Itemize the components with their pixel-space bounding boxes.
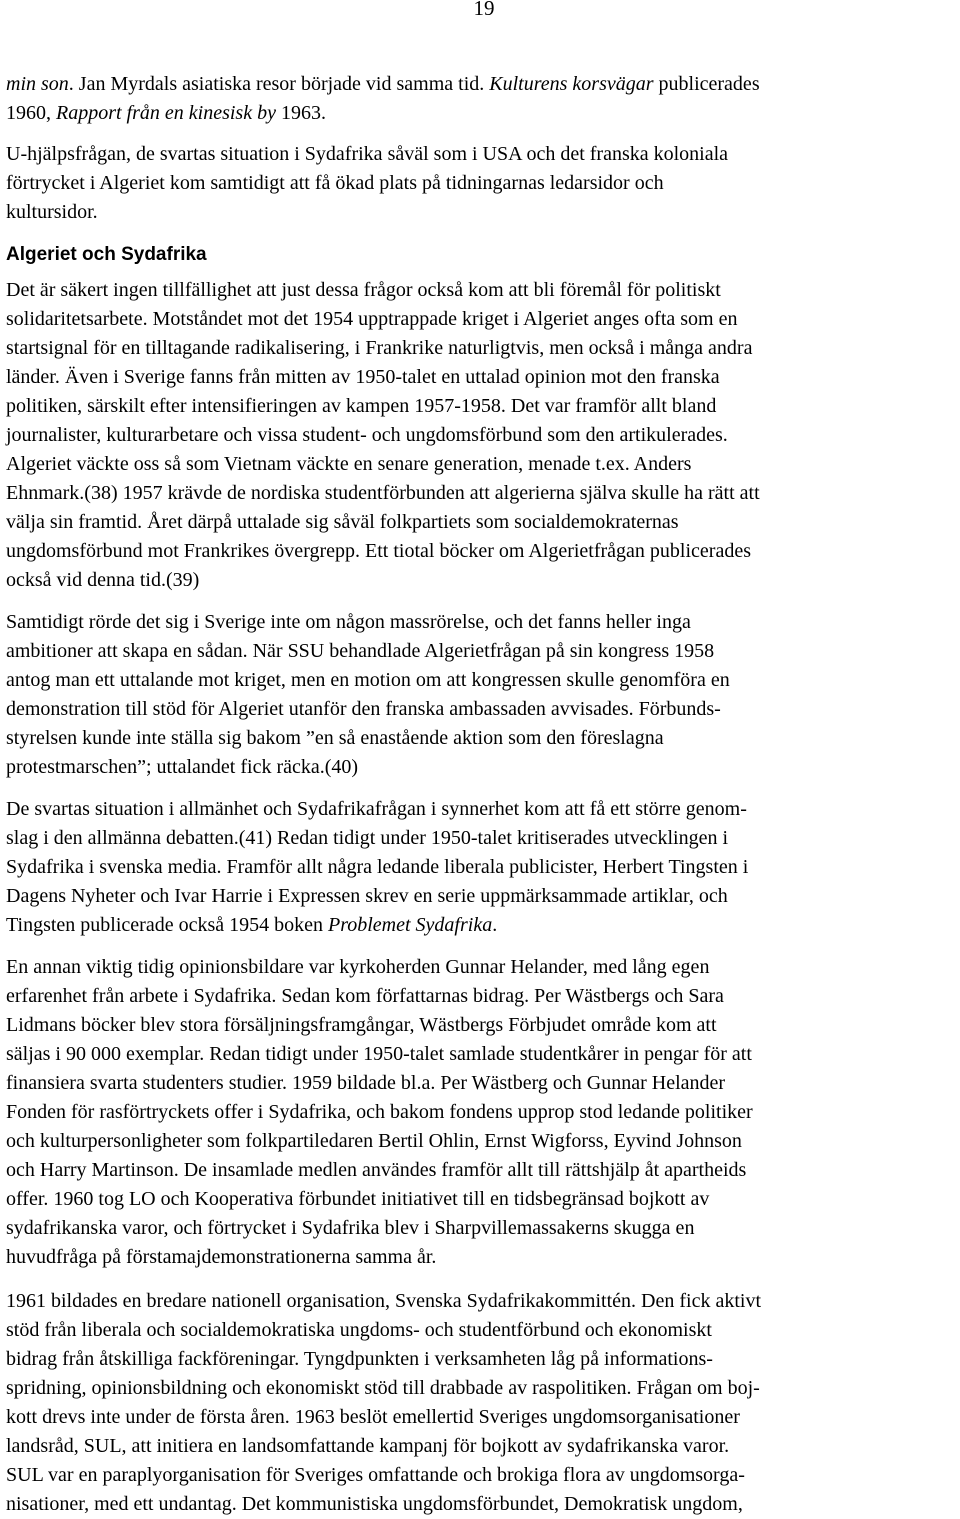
text-line: Algeriet väckte oss så som Vietnam väckte en senare generation, menade t.ex. Anders [6, 453, 692, 475]
text-line: solidaritetsarbete. Motståndet mot det 1954 upptrappade kriget i Algeriet anges ofta som en [6, 308, 738, 330]
italic-title: Kulturens korsvägar [489, 73, 654, 95]
text-line: Samtidigt rörde det sig i Sverige inte om någon massrörelse, och det fanns heller inga [6, 611, 691, 633]
text-line: sydafrikanska varor, och förtrycket i Sydafrika blev i Sharpvillemassakerns skugga en [6, 1217, 695, 1239]
text-line: kott drevs inte under de första åren. 1963 beslöt emellertid Sveriges ungdomsorganisationer [6, 1406, 740, 1428]
text-line: styrelsen kunde inte ställa sig bakom ”en så enastående aktion som den föreslagna [6, 727, 664, 749]
text-line: 1961 bildades en bredare nationell organisation, Svenska Sydafrikakommittén. Den fick aktivt [6, 1290, 761, 1312]
text-line: också vid denna tid.(39) [6, 569, 200, 591]
text-line: Det är säkert ingen tillfällighet att just dessa frågor också kom att bli föremål för politiskt [6, 279, 721, 301]
text-line: Dagens Nyheter och Ivar Harrie i Expressen skrev en serie uppmärksammade artiklar, och [6, 885, 728, 907]
text-line: U-hjälpsfrågan, de svartas situation i Sydafrika såväl som i USA och det franska koloniala [6, 143, 729, 165]
text-line: länder. Även i Sverige fanns från mitten av 1950-talet en uttalad opinion mot den franska [6, 366, 720, 388]
text-line: En annan viktig tidig opinionsbildare var kyrkoherden Gunnar Helander, med lång egen [6, 956, 710, 978]
text-line: Sydafrika i svenska media. Framför allt några ledande liberala publicister, Herbert Tingsten i [6, 856, 749, 878]
text-line: och Harry Martinson. De insamlade medlen användes framför allt till rättshjälp åt apartheids [6, 1159, 747, 1181]
italic-title: Rapport från en kinesisk by [56, 102, 276, 124]
text-line: offer. 1960 tog LO och Kooperativa förbundet initiativet till en tidsbegränsad bojkott av [6, 1188, 710, 1210]
text-line: säljas i 90 000 exemplar. Redan tidigt under 1950-talet samlade studentkårer in pengar för att [6, 1043, 752, 1065]
text-line: kultursidor. [6, 201, 98, 223]
text-line: startsignal för en tilltagande radikalisering, i Frankrike naturligtvis, men också i många andra [6, 337, 753, 359]
text-line: ungdomsförbund mot Frankrikes övergrepp. Ett tiotal böcker om Algerietfrågan publicerades [6, 540, 751, 562]
text-line: De svartas situation i allmänhet och Sydafrikafrågan i synnerhet kom att få ett större genom- [6, 798, 747, 820]
text-line: huvudfråga på förstamajdemonstrationerna samma år. [6, 1246, 437, 1268]
text-line: Tingsten publicerade också 1954 boken Problemet Sydafrika. [6, 914, 498, 936]
text-line: erfarenhet från arbete i Sydafrika. Sedan kom författarnas bidrag. Per Wästbergs och Sara [6, 985, 724, 1007]
text-line: slag i den allmänna debatten.(41) Redan tidigt under 1950-talet kritiserades utvecklingen i [6, 827, 729, 849]
text-line: 1960, Rapport från en kinesisk by 1963. [6, 102, 326, 124]
text-line: min son. Jan Myrdals asiatiska resor började vid samma tid. Kulturens korsvägar publicerades [6, 73, 760, 95]
text-line: antog man ett uttalande mot kriget, men en motion om att kongressen skulle genomföra en [6, 669, 730, 691]
text-line: Ehnmark.(38) 1957 krävde de nordiska studentförbunden att algerierna själva skulle ha rätt att [6, 482, 760, 504]
text-line: Fonden för rasförtryckets offer i Sydafrika, och bakom fondens upprop stod ledande politiker [6, 1101, 753, 1123]
text-line: demonstration till stöd för Algeriet utanför den franska ambassaden avvisades. Förbunds- [6, 698, 721, 720]
text-line: stöd från liberala och socialdemokratiska ungdoms- och studentförbund och ekonomiskt [6, 1319, 712, 1341]
text-line: förtrycket i Algeriet kom samtidigt att få ökad plats på tidningarnas ledarsidor och [6, 172, 664, 194]
text-line: protestmarschen”; uttalandet fick räcka.(40) [6, 756, 359, 778]
text-line: och kulturpersonligheter som folkpartiledaren Bertil Ohlin, Ernst Wigforss, Eyvind Johnson [6, 1130, 742, 1152]
text-line: nisationer, med ett undantag. Det kommunistiska ungdomsförbundet, Demokratisk ungdom, [6, 1493, 743, 1515]
italic-title: Problemet Sydafrika [327, 914, 493, 936]
text-line: politiken, särskilt efter intensifieringen av kampen 1957-1958. Det var framför allt bland [6, 395, 717, 417]
text-line: finansiera svarta studenters studier. 1959 bildade bl.a. Per Wästberg och Gunnar Helander [6, 1072, 726, 1094]
text-line: spridning, opinionsbildning och ekonomiskt stöd till drabbade av raspolitiken. Frågan om boj- [6, 1377, 760, 1399]
text-line: SUL var en paraplyorganisation för Sveriges omfattande och brokiga flora av ungdomsorga- [6, 1464, 745, 1486]
text-line: bidrag från åtskilliga fackföreningar. Tyngdpunkten i verksamheten låg på informations- [6, 1348, 713, 1370]
text-line: landsråd, SUL, att initiera en landsomfattande kampanj för bojkott av sydafrikanska varor. [6, 1435, 730, 1457]
text-line: journalister, kulturarbetare och vissa student- och ungdomsförbund som den artikulerades. [6, 424, 728, 446]
text-line: Lidmans böcker blev stora försäljningsframgångar, Wästbergs Förbjudet område kom att [6, 1014, 717, 1036]
section-heading: Algeriet och Sydafrika [6, 244, 207, 265]
text-line: ambitioner att skapa en sådan. När SSU behandlade Algerietfrågan på sin kongress 1958 [6, 640, 715, 662]
italic-title: min son [6, 73, 69, 95]
page-number: 19 [473, 0, 495, 20]
text-line: välja sin framtid. Året därpå uttalade sig såväl folkpartiets som socialdemokraternas [6, 511, 679, 533]
